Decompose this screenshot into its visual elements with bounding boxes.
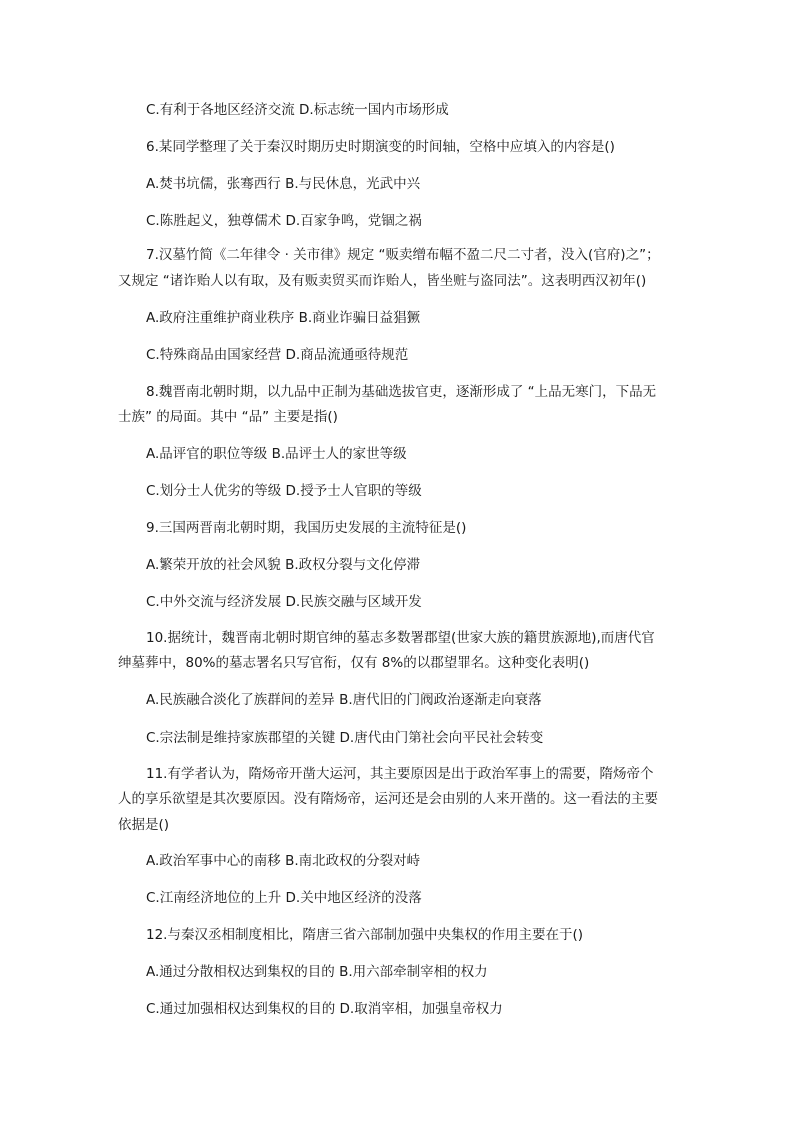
question-11-line-2: 人的享乐欲望是其次要原因。没有隋炀帝，运河还是会由别的人来开凿的。这一看法的主要 bbox=[118, 791, 658, 807]
question-10-line-1: 10.据统计，魏晋南北朝时期官绅的墓志多数署郡望(世家大族的籍贯族源地),而唐代官 bbox=[146, 630, 655, 646]
option-line-q9-ab: A.繁荣开放的社会风貌 B.政权分裂与文化停滞 bbox=[146, 557, 421, 573]
question-11-line-1: 11.有学者认为，隋炀帝开凿大运河，其主要原因是出于政治军事上的需要，隋炀帝个 bbox=[146, 766, 654, 782]
question-11-line-3: 依据是() bbox=[118, 817, 170, 833]
option-line-q7-cd: C.特殊商品由国家经营 D.商品流通亟待规范 bbox=[146, 347, 409, 363]
option-line-q9-cd: C.中外交流与经济发展 D.民族交融与区域开发 bbox=[146, 594, 422, 610]
option-line-q7-ab: A.政府注重维护商业秩序 B.商业诈骗日益猖獗 bbox=[146, 310, 421, 326]
option-line-q5-cd: C.有利于各地区经济交流 D.标志统一国内市场形成 bbox=[146, 102, 449, 118]
option-line-q12-cd: C.通过加强相权达到集权的目的 D.取消宰相，加强皇帝权力 bbox=[146, 1001, 503, 1017]
question-12: 12.与秦汉丞相制度相比，隋唐三省六部制加强中央集权的作用主要在于() bbox=[146, 927, 584, 943]
option-line-q8-ab: A.品评官的职位等级 B.品评士人的家世等级 bbox=[146, 446, 407, 462]
option-line-q11-cd: C.江南经济地位的上升 D.关中地区经济的没落 bbox=[146, 890, 422, 906]
question-6: 6.某同学整理了关于秦汉时期历史时期演变的时间轴，空格中应填入的内容是() bbox=[146, 139, 615, 155]
option-line-q10-cd: C.宗法制是维持家族郡望的关键 D.唐代由门第社会向平民社会转变 bbox=[146, 730, 544, 746]
option-line-q12-ab: A.通过分散相权达到集权的目的 B.用六部牵制宰相的权力 bbox=[146, 964, 488, 980]
question-10-line-2: 绅墓葬中，80%的墓志署名只写官衔，仅有 8%的以郡望罪名。这种变化表明() bbox=[118, 655, 590, 671]
option-line-q6-cd: C.陈胜起义，独尊儒术 D.百家争鸣，党锢之祸 bbox=[146, 213, 422, 229]
option-line-q11-ab: A.政治军事中心的南移 B.南北政权的分裂对峙 bbox=[146, 853, 421, 869]
question-8-line-1: 8.魏晋南北朝时期，以九品中正制为基础选拔官吏，逐渐形成了 “上品无寒门，下品无 bbox=[146, 384, 657, 400]
question-7-line-2: 又规定 “诸诈贻人以有取，及有贩卖贸买而诈贻人，皆坐赃与盗同法”。这表明西汉初年() bbox=[118, 273, 647, 289]
option-line-q6-ab: A.焚书坑儒，张骞西行 B.与民休息，光武中兴 bbox=[146, 176, 421, 192]
question-8-line-2: 士族” 的局面。其中 “品” 主要是指() bbox=[118, 409, 338, 425]
option-line-q10-ab: A.民族融合淡化了族群间的差异 B.唐代旧的门阀政治逐渐走向衰落 bbox=[146, 692, 542, 708]
option-line-q8-cd: C.划分士人优劣的等级 D.授予士人官职的等级 bbox=[146, 483, 422, 499]
question-9: 9.三国两晋南北朝时期，我国历史发展的主流特征是() bbox=[146, 520, 467, 536]
question-7-line-1: 7.汉墓竹简《二年律令 · 关市律》规定 “贩卖缯布幅不盈二尺二寸者，没入(官府)之”； bbox=[146, 247, 660, 263]
